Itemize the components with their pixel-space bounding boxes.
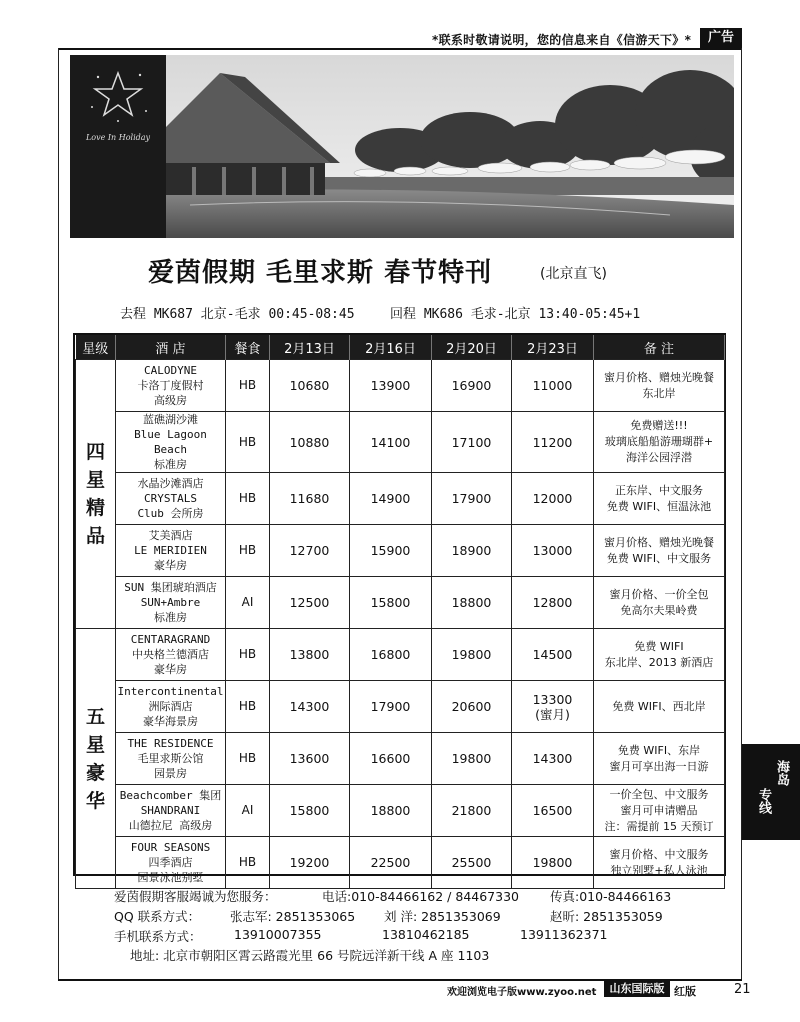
notes-cell [594,525,725,577]
price-value: 19800 [532,855,573,870]
price-cell [432,629,512,681]
star-rating-char: 品 [85,525,105,547]
mobile-3: 13911362371 [520,927,608,942]
price-cell [270,525,350,577]
edition-label: 红版 [674,985,696,998]
footer-website: 欢迎浏览电子版www.zyoo.net [447,987,597,998]
notes-cell [594,681,725,733]
meal-cell: HB [226,733,270,785]
hotel-line: Beachcomber 集团 [119,789,222,802]
notes-cell [594,629,725,681]
note-line: 免费 WIFI、西北岸 [612,699,706,713]
note-line: 蜜月价格、中文服务 [609,847,709,861]
price-cell [270,577,350,629]
note-line: 蜜月价格、赠烛光晚餐 [604,535,714,549]
price-cell [512,577,594,629]
hotel-line: SUN 集团琥珀酒店 [124,581,217,594]
hotel-line: Blue Lagoon Beach [134,428,207,456]
price-cell [350,629,432,681]
header-meal: 餐食 [226,335,270,360]
price-cell [270,629,350,681]
price-value: 12700 [289,543,330,558]
table-row [76,360,725,412]
price-value: 25500 [451,855,492,870]
table-row [76,412,725,473]
hotel-line: 园景泳池别墅 [137,871,204,884]
price-value: 13600 [289,751,330,766]
qq-contact-2: 刘 洋: 2851353069 [384,909,501,924]
price-cell [432,577,512,629]
star-rating-char: 四 [85,441,105,463]
header-date-1: 2月13日 [270,335,350,360]
note-line: 蜜月可申请赠品 [620,803,698,817]
note-line: 蜜月价格、赠烛光晚餐 [604,370,714,384]
star-rating-char: 星 [85,733,105,756]
edition-badge: 山东国际版 [604,981,670,997]
star-rating-char: 精 [85,497,105,519]
note-line: 注：需提前 15 天预订 [604,819,714,833]
table-row [76,785,725,837]
star-rating-char: 星 [85,469,105,491]
table-row [76,837,725,889]
header-date-3: 2月20日 [432,335,512,360]
hotel-line: 水晶沙滩酒店 [137,477,204,490]
meal-cell: HB [226,473,270,525]
price-cell [270,412,350,473]
price-cell [512,629,594,681]
price-value: 16800 [370,647,411,662]
note-line: 免费 WIFI [634,639,684,653]
hotel-line: SUN+Ambre [140,596,201,609]
notes-cell [594,837,725,889]
hotel-cell [116,412,226,473]
phone-numbers: 电话:010-84466162 / 84467330 [322,889,519,904]
price-value: 11200 [532,434,573,450]
brand-logo-text: Love In Holiday [85,133,151,142]
price-cell [432,837,512,889]
price-value: 19800 [451,647,492,662]
price-value: 21800 [451,803,492,818]
note-line: 免费 WIFI、恒温泳池 [606,499,712,513]
price-value: 14300 [289,699,330,714]
price-cell [432,525,512,577]
price-value: 16900 [451,378,492,393]
price-cell [512,473,594,525]
hotel-line: 卡洛丁度假村 [137,379,204,392]
note-line: 蜜月可享出海一日游 [609,759,709,773]
notes-cell [594,473,725,525]
star-rating-char: 豪 [85,761,105,784]
hotel-line: THE RESIDENCE [127,737,214,750]
price-cell [270,681,350,733]
hotel-cell [116,473,226,525]
note-line: 免费 WIFI、中文服务 [606,551,712,565]
price-value: 17100 [451,434,492,450]
hotel-line: 豪华房 [154,559,187,572]
note-line: 免高尔夫果岭费 [620,603,698,617]
price-value: 13000 [532,543,573,558]
price-cell [432,733,512,785]
price-cell [512,837,594,889]
hotel-line: CALODYNE [144,364,197,377]
hotel-line: CENTARAGRAND [130,633,211,646]
price-cell [270,733,350,785]
meal-cell: HB [226,629,270,681]
price-value: 16500 [532,803,573,818]
hotel-line: 标准房 [154,458,187,471]
table-row [76,733,725,785]
page-number: 21 [734,982,751,997]
note-line: 正东岸、中文服务 [615,483,703,497]
page-title: 爱茵假期 毛里求斯 春节特刊 [148,258,493,288]
price-cell [350,681,432,733]
price-value: 20600 [451,699,492,714]
hotel-line: 蓝礁湖沙滩 [143,413,198,426]
hotel-cell [116,733,226,785]
fax-number: 传真:010-84466163 [550,889,672,904]
table-row [76,473,725,525]
hotel-line: 艾美酒店 [148,529,193,542]
price-value: 10680 [289,378,330,393]
service-label: 爱茵假期客服竭诚为您服务： [114,889,277,904]
notes-cell [594,733,725,785]
hotel-cell [116,525,226,577]
hotel-line: 标准房 [154,611,187,624]
hotel-line: 四季酒店 [148,856,193,869]
price-cell [350,412,432,473]
table-header-row [76,335,725,360]
star-rating-char: 五 [85,705,105,728]
price-value: 11680 [289,491,330,506]
table-row [76,525,725,577]
hotel-cell [116,785,226,837]
price-cell [270,360,350,412]
hotel-line: Intercontinental [117,685,224,698]
price-value: 10880 [289,434,330,450]
table-row [76,681,725,733]
meal-cell: HB [226,360,270,412]
price-value: 14900 [370,491,411,506]
qq-contact-1: 张志军: 2851353065 [230,909,356,924]
hotel-line: SHANDRANI [140,804,201,817]
note-line: 东北岸、2013 新酒店 [604,655,714,669]
price-value: 13800 [289,647,330,662]
price-value: 19800 [451,751,492,766]
note-line: 免费赠送!!! [630,419,688,432]
price-value: 19200 [289,855,330,870]
contact-address: 地址: 北京市朝阳区霄云路霞光里 66 号院远洋新干线 A 座 1103 [130,948,490,963]
price-value: 17900 [370,699,411,714]
hotel-line: 园景房 [154,767,187,780]
header-date-4: 2月23日 [512,335,594,360]
star-rating-cell [76,629,116,889]
hotel-cell [116,681,226,733]
hotel-line: CRYSTALS [144,492,197,505]
note-line: 蜜月价格、一价全包 [609,587,709,601]
note-line: 东北岸 [642,386,676,400]
price-cell [350,733,432,785]
price-cell [350,473,432,525]
price-value: 12800 [532,595,573,610]
price-cell [432,360,512,412]
header-star: 星级 [76,335,116,360]
hotel-line: 毛里求斯公馆 [137,752,204,765]
hotel-line: 豪华海景房 [143,715,198,728]
price-value: 15800 [370,595,411,610]
price-value: 14500 [532,647,573,662]
table-row [76,577,725,629]
meal-cell: HB [226,525,270,577]
price-cell [270,837,350,889]
table-row [76,629,725,681]
ad-badge: 广告 [700,28,742,48]
hotel-cell [116,629,226,681]
mobile-label: 手机联系方式： [114,929,202,944]
hotel-cell [116,577,226,629]
hotel-line: 洲际酒店 [148,700,193,713]
price-cell [350,360,432,412]
price-cell [432,412,512,473]
star-rating-char: 华 [85,789,105,812]
header-notes: 备 注 [594,335,725,360]
price-value: 15800 [289,803,330,818]
price-cell [512,785,594,837]
section-tab-col2: 专线 [756,788,771,814]
price-cell [270,785,350,837]
price-cell [350,577,432,629]
price-cell [512,360,594,412]
price-value: 13300 [532,691,573,707]
price-cell [432,681,512,733]
price-cell [512,525,594,577]
note-line: 玻璃底船船游珊瑚群+ [604,435,714,448]
section-tab-col1: 海岛 [774,760,789,786]
notes-cell [594,412,725,473]
price-cell [512,733,594,785]
price-value: 18800 [451,595,492,610]
meal-cell: HB [226,412,270,473]
price-cell [512,681,594,733]
hotel-line: 高级房 [154,394,187,407]
mobile-1: 13910007355 [234,927,322,942]
price-value: 13900 [370,378,411,393]
price-value: 17900 [451,491,492,506]
meal-cell: HB [226,837,270,889]
price-table [75,335,725,889]
qq-contact-3: 赵昕: 2851353059 [550,909,663,924]
page-subtitle: (北京直飞) [540,266,607,282]
price-cell [350,837,432,889]
section-tab [742,744,800,840]
qq-label: QQ 联系方式： [114,909,201,924]
price-cell [432,785,512,837]
hotel-line: 山德拉尼 高级房 [128,819,213,832]
price-cell [270,473,350,525]
mobile-2: 13810462185 [382,927,470,942]
price-value: 18900 [451,543,492,558]
price-value: 16600 [370,751,411,766]
price-value: 15900 [370,543,411,558]
meal-cell: AI [226,577,270,629]
notes-cell [594,785,725,837]
hotel-line: Club 会所房 [137,507,204,520]
notes-cell [594,577,725,629]
hotel-line: FOUR SEASONS [130,841,211,854]
star-rating-cell [76,360,116,629]
meal-cell: AI [226,785,270,837]
hotel-line: LE MERIDIEN [134,544,207,557]
price-cell [350,785,432,837]
meal-cell: HB [226,681,270,733]
price-value: 12500 [289,595,330,610]
star-logo-icon [70,55,166,165]
note-line: 海洋公园浮潜 [626,451,692,464]
price-value: 22500 [370,855,411,870]
header-hotel: 酒 店 [116,335,226,360]
note-line: 独立别墅+私人泳池 [610,863,708,877]
hotel-line: 豪华房 [154,663,187,676]
price-extra: (蜜月) [535,706,570,722]
price-value: 14300 [532,751,573,766]
header-note: *联系时敬请说明，您的信息来自《信游天下》* [432,33,692,47]
price-value: 12000 [532,491,573,506]
price-cell [512,412,594,473]
note-line: 免费 WIFI、东岸 [617,743,701,757]
flight-outbound: 去程 MK687 北京-毛求 00:45-08:45 [120,307,355,322]
hotel-cell [116,837,226,889]
hotel-line: 中央格兰德酒店 [132,648,209,661]
header-date-2: 2月16日 [350,335,432,360]
price-value: 18800 [370,803,411,818]
price-value: 11000 [532,378,573,393]
notes-cell [594,360,725,412]
resort-photo [70,55,734,238]
flight-return: 回程 MK686 毛求-北京 13:40-05:45+1 [390,307,641,322]
price-value: 14100 [370,434,411,450]
price-cell [350,525,432,577]
note-line: 一价全包、中文服务 [609,787,709,801]
hotel-cell [116,360,226,412]
price-cell [432,473,512,525]
brand-logo [70,55,166,238]
